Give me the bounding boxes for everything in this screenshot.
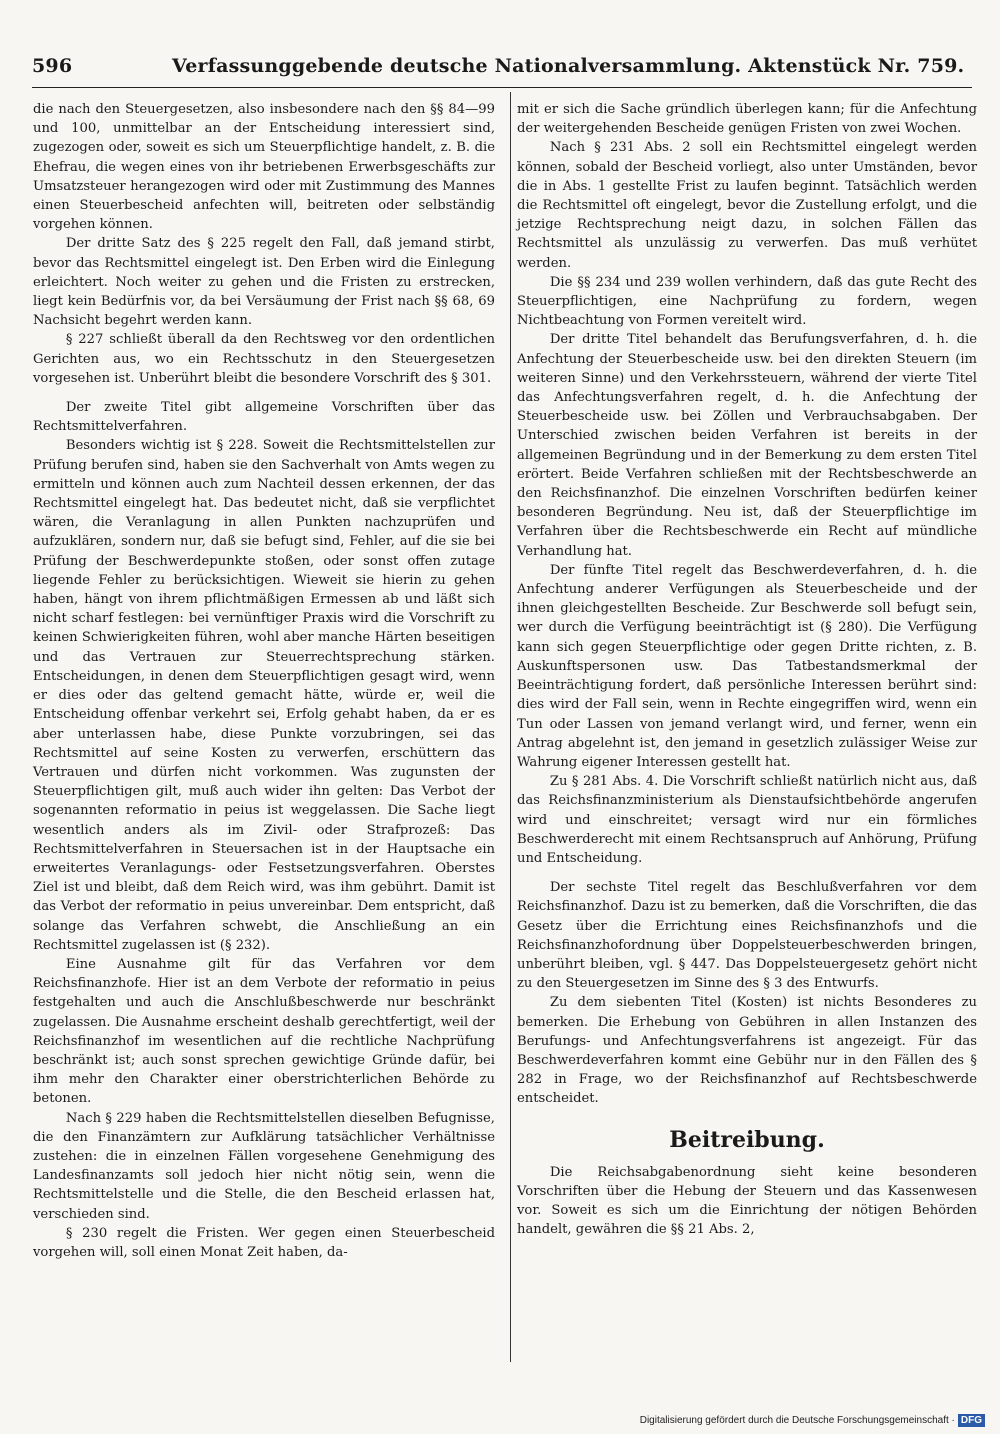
left-column xyxy=(33,100,495,1262)
paragraph: Die §§ 234 und 239 wollen verhindern, daß das gute Recht des Steuerpflichtigen, eine Nachprüfung zu fordern, wegen Nichtbeachtung von Formen vereitelt wird. xyxy=(517,274,977,329)
page-header xyxy=(32,55,972,85)
paragraph: Zu dem siebenten Titel (Kosten) ist nichts Besonderes zu bemerken. Die Erhebung von Gebühren in allen Instanzen des Berufungs- und Anfechtungsverfahrens ist angezeigt. Für das Beschwerdeverfahren kommt eine Gebühr nur in den Fällen des § 282 in Frage, wo der Reichsfinanzhof auf Rechtsbeschwerde entscheidet. xyxy=(517,995,977,1107)
paragraph: Besonders wichtig ist § 228. Soweit die Rechtsmittelstellen zur Prüfung berufen sind, haben sie den Sachverhalt von Amts wegen zu ermitteln und können auch zum Nachteil dessen erkennen, der das Rechtsmittel eingelegt hat. Das bedeutet nicht, daß sie verpflichtet wären, die Veranlagung in allen Punkten nachzuprüfen und aufzuklären, sondern nur, daß sie befugt sind, Fehler, auf die sie bei Prüfung der Beschwerdepunkte stoßen, oder sonst offen zutage liegende Fehler zu berücksichtigen. Wieweit sie hierin zu gehen haben, hängt von ihrem pflichtmäßigen Ermessen ab und läßt sich nicht scharf festlegen: bei vernünftiger Praxis wird die Vorschrift zu keinen Schwierigkeiten führen, wohl aber manche Härten beseitigen und das Vertrauen zur Steuerrechtsprechung stärken. Entscheidungen, in denen dem Steuerpflichtigen gesagt wird, wenn er dies oder das geltend gemacht hätte, würde er, weil die Entscheidung offenbar verkehrt sei, Erfolg gehabt haben, da er es aber unterlassen habe, diese Punkte vorzubringen, sei das Rechtsmittel auf seine Kosten zu verwerfen, erschüttern das Vertrauen und dürfen nicht vorkommen. Was zugunsten der Steuerpflichtigen gilt, muß auch wider ihn gelten: Das Verbot der sogenannten reformatio in peius ist weggelassen. Die Sache liegt wesentlich anders als im Zivil- oder Strafprozeß: Das Rechtsmittelverfahren in Steuersachen ist in der Hauptsache ein erweitertes Veranlagungs- oder Festsetzungsverfahren. Oberstes Ziel ist und bleibt, daß dem Reich wird, was ihm gebührt. Damit ist das Verbot der reformatio in peius unvereinbar. Dem entspricht, daß solange das Verfahren schwebt, die Anschließung an ein Rechtsmittel zugelassen ist (§ 232). xyxy=(33,438,495,953)
dfg-logo: DFG xyxy=(958,1414,985,1427)
header-rule xyxy=(32,87,972,88)
paragraph: Nach § 229 haben die Rechtsmittelstellen dieselben Befugnisse, die den Finanzämtern zur Aufklärung tatsächlicher Verhältnisse zustehen: die in einzelnen Fällen vorgesehene Genehmigung des Landesfinanzamts soll jedoch hier nicht nötig sein, wenn die Rechtsmittelstelle und die Stelle, die den Bescheid erlassen hat, verschieden sind. xyxy=(33,1110,495,1222)
paragraph: Die Reichsabgabenordnung sieht keine besonderen Vorschriften über die Hebung der Steuern und das Kassenwesen vor. Soweit es sich um die Einrichtung der nötigen Behörden handelt, gewähren die §§ 21 Abs. 2, xyxy=(517,1164,977,1238)
paragraph: Der sechste Titel regelt das Beschlußverfahren vor dem Reichsfinanzhof. Dazu ist zu bemerken, daß die Vorschriften, die das Gesetz über die Errichtung eines Reichsfinanzhofs und die Reichsfinanzhofordnung über Doppelsteuerbeschwerden bringen, unberührt bleiben, vgl. § 447. Das Doppelsteuergesetz gehört nicht zu den Steuergesetzen im Sinne des § 3 des Entwurfs. xyxy=(517,880,977,992)
right-column xyxy=(517,100,977,1239)
paragraph: mit er sich die Sache gründlich überlegen kann; für die Anfechtung der weitergehenden Bescheide genügen Fristen von zwei Wochen. xyxy=(517,102,977,137)
footer-text: Digitalisierung gefördert durch die Deutsche Forschungsgemeinschaft · xyxy=(639,1415,955,1426)
paragraph: Nach § 231 Abs. 2 soll ein Rechtsmittel eingelegt werden können, sobald der Bescheid vorliegt, also unter Umständen, bevor die in Abs. 1 gestellte Frist zu laufen beginnt. Tatsächlich werden die Rechtsmittel oft eingelegt, bevor die Zustellung erfolgt, und die jetzige Rechtsprechung neigt dazu, in solchen Fällen das Rechtsmittel als unzulässig zu verwerfen. Das muß verhütet werden. xyxy=(517,140,977,271)
paragraph: Der fünfte Titel regelt das Beschwerdeverfahren, d. h. die Anfechtung anderer Verfügungen als Steuerbescheide und der ihnen gleichgestellten Bescheide. Zur Beschwerde soll befugt sein, wer durch die Verfügung beeinträchtigt ist (§ 280). Die Verfügung kann sich gegen Steuerpflichtige oder gegen Dritte richten, z. B. Auskunftspersonen usw. Das Tatbestandsmerkmal der Beeinträchtigung fordert, daß persönliche Interessen berührt sind: dies wird der Fall sein, wenn in Rechte eingegriffen wird, wenn ein Tun oder Lassen von jemand verlangt wird, und ferner, wenn ein Antrag abgelehnt ist, den jemand in gesetzlich zulässiger Weise zur Wahrung eigener Interessen gestellt hat. xyxy=(517,562,977,770)
page-number: 596 xyxy=(32,55,73,77)
paragraph: Der dritte Titel behandelt das Berufungsverfahren, d. h. die Anfechtung der Steuerbescheide usw. bei den direkten Steuern (im weiteren Sinne) und den Verkehrssteuern, während der vierte Titel das Anfechtungsverfahren regelt, d. h. die Anfechtung der Steuerbescheide usw. bei Zöllen und Verbrauchsabgaben. Der Unterschied zwischen beiden Verfahren ist bereits in der allgemeinen Begründung und in der Bemerkung zu dem ersten Titel erörtert. Beide Verfahren schließen mit der Rechtsbeschwerde an den Reichsfinanzhof. Die einzelnen Vorschriften bedürfen keiner besonderen Begründung. Neu ist, daß der Steuerpflichtige im Verfahren über die Rechtsbeschwerde ein Recht auf mündliche Verhandlung hat. xyxy=(517,332,977,559)
paragraph: die nach den Steuergesetzen, also insbesondere nach den §§ 84—99 und 100, unmittelbar an der Entscheidung interessiert sind, zugezogen oder, soweit es sich um Steuerpflichtige handelt, z. B. die Ehefrau, die wegen eines von ihr betriebenen Erwerbsgeschäfts zur Umsatzsteuer herangezogen wird oder mit Zustimmung des Mannes einen Steuerbescheid anfechten will, beitreten oder selbständig vorgehen können. xyxy=(33,102,495,233)
paragraph: Der zweite Titel gibt allgemeine Vorschriften über das Rechtsmittelverfahren. xyxy=(33,400,495,435)
digitization-footer xyxy=(640,1415,985,1426)
paragraph: Zu § 281 Abs. 4. Die Vorschrift schließt natürlich nicht aus, daß das Reichsfinanzministerium als Dienstaufsichtbehörde angerufen wird und einschreitet; versagt wird nur ein förmliches Beschwerderecht mit einem Rechtsanspruch auf Anhörung, Prüfung und Entscheidung. xyxy=(517,774,977,866)
column-divider xyxy=(510,92,511,1362)
paragraph: Eine Ausnahme gilt für das Verfahren vor dem Reichsfinanzhofe. Hier ist an dem Verbote der reformatio in peius festgehalten und auch die Anschlußbeschwerde nur beschränkt zugelassen. Die Ausnahme erscheint deshalb gerechtfertigt, weil der Reichsfinanzhof im wesentlichen auf die rechtliche Nachprüfung beschränkt ist; auch sonst sprechen gewichtige Gründe dafür, bei ihm mehr den Charakter einer oberstrichterlichen Behörde zu betonen. xyxy=(33,956,495,1107)
paragraph: § 230 regelt die Fristen. Wer gegen einen Steuerbescheid vorgehen will, soll einen Monat Zeit haben, da- xyxy=(33,1225,495,1260)
paragraph: § 227 schließt überall da den Rechtsweg vor den ordentlichen Gerichten aus, wo ein Rechtsschutz in den Steuergesetzen vorgesehen ist. Unberührt bleibt die besondere Vorschrift des § 301. xyxy=(33,332,495,386)
section-heading: Beitreibung. xyxy=(669,1126,825,1153)
paragraph: Der dritte Satz des § 225 regelt den Fall, daß jemand stirbt, bevor das Rechtsmittel eingelegt ist. Den Erben wird die Einlegung erleichtert. Noch weiter zu gehen und die Fristen zu erstrecken, liegt kein Bedürfnis vor, da bei Versäumung der Frist nach §§ 68, 69 Nachsicht begehrt werden kann. xyxy=(33,236,495,329)
running-title: Verfassunggebende deutsche Nationalversammlung. Aktenstück Nr. 759. xyxy=(172,55,965,77)
